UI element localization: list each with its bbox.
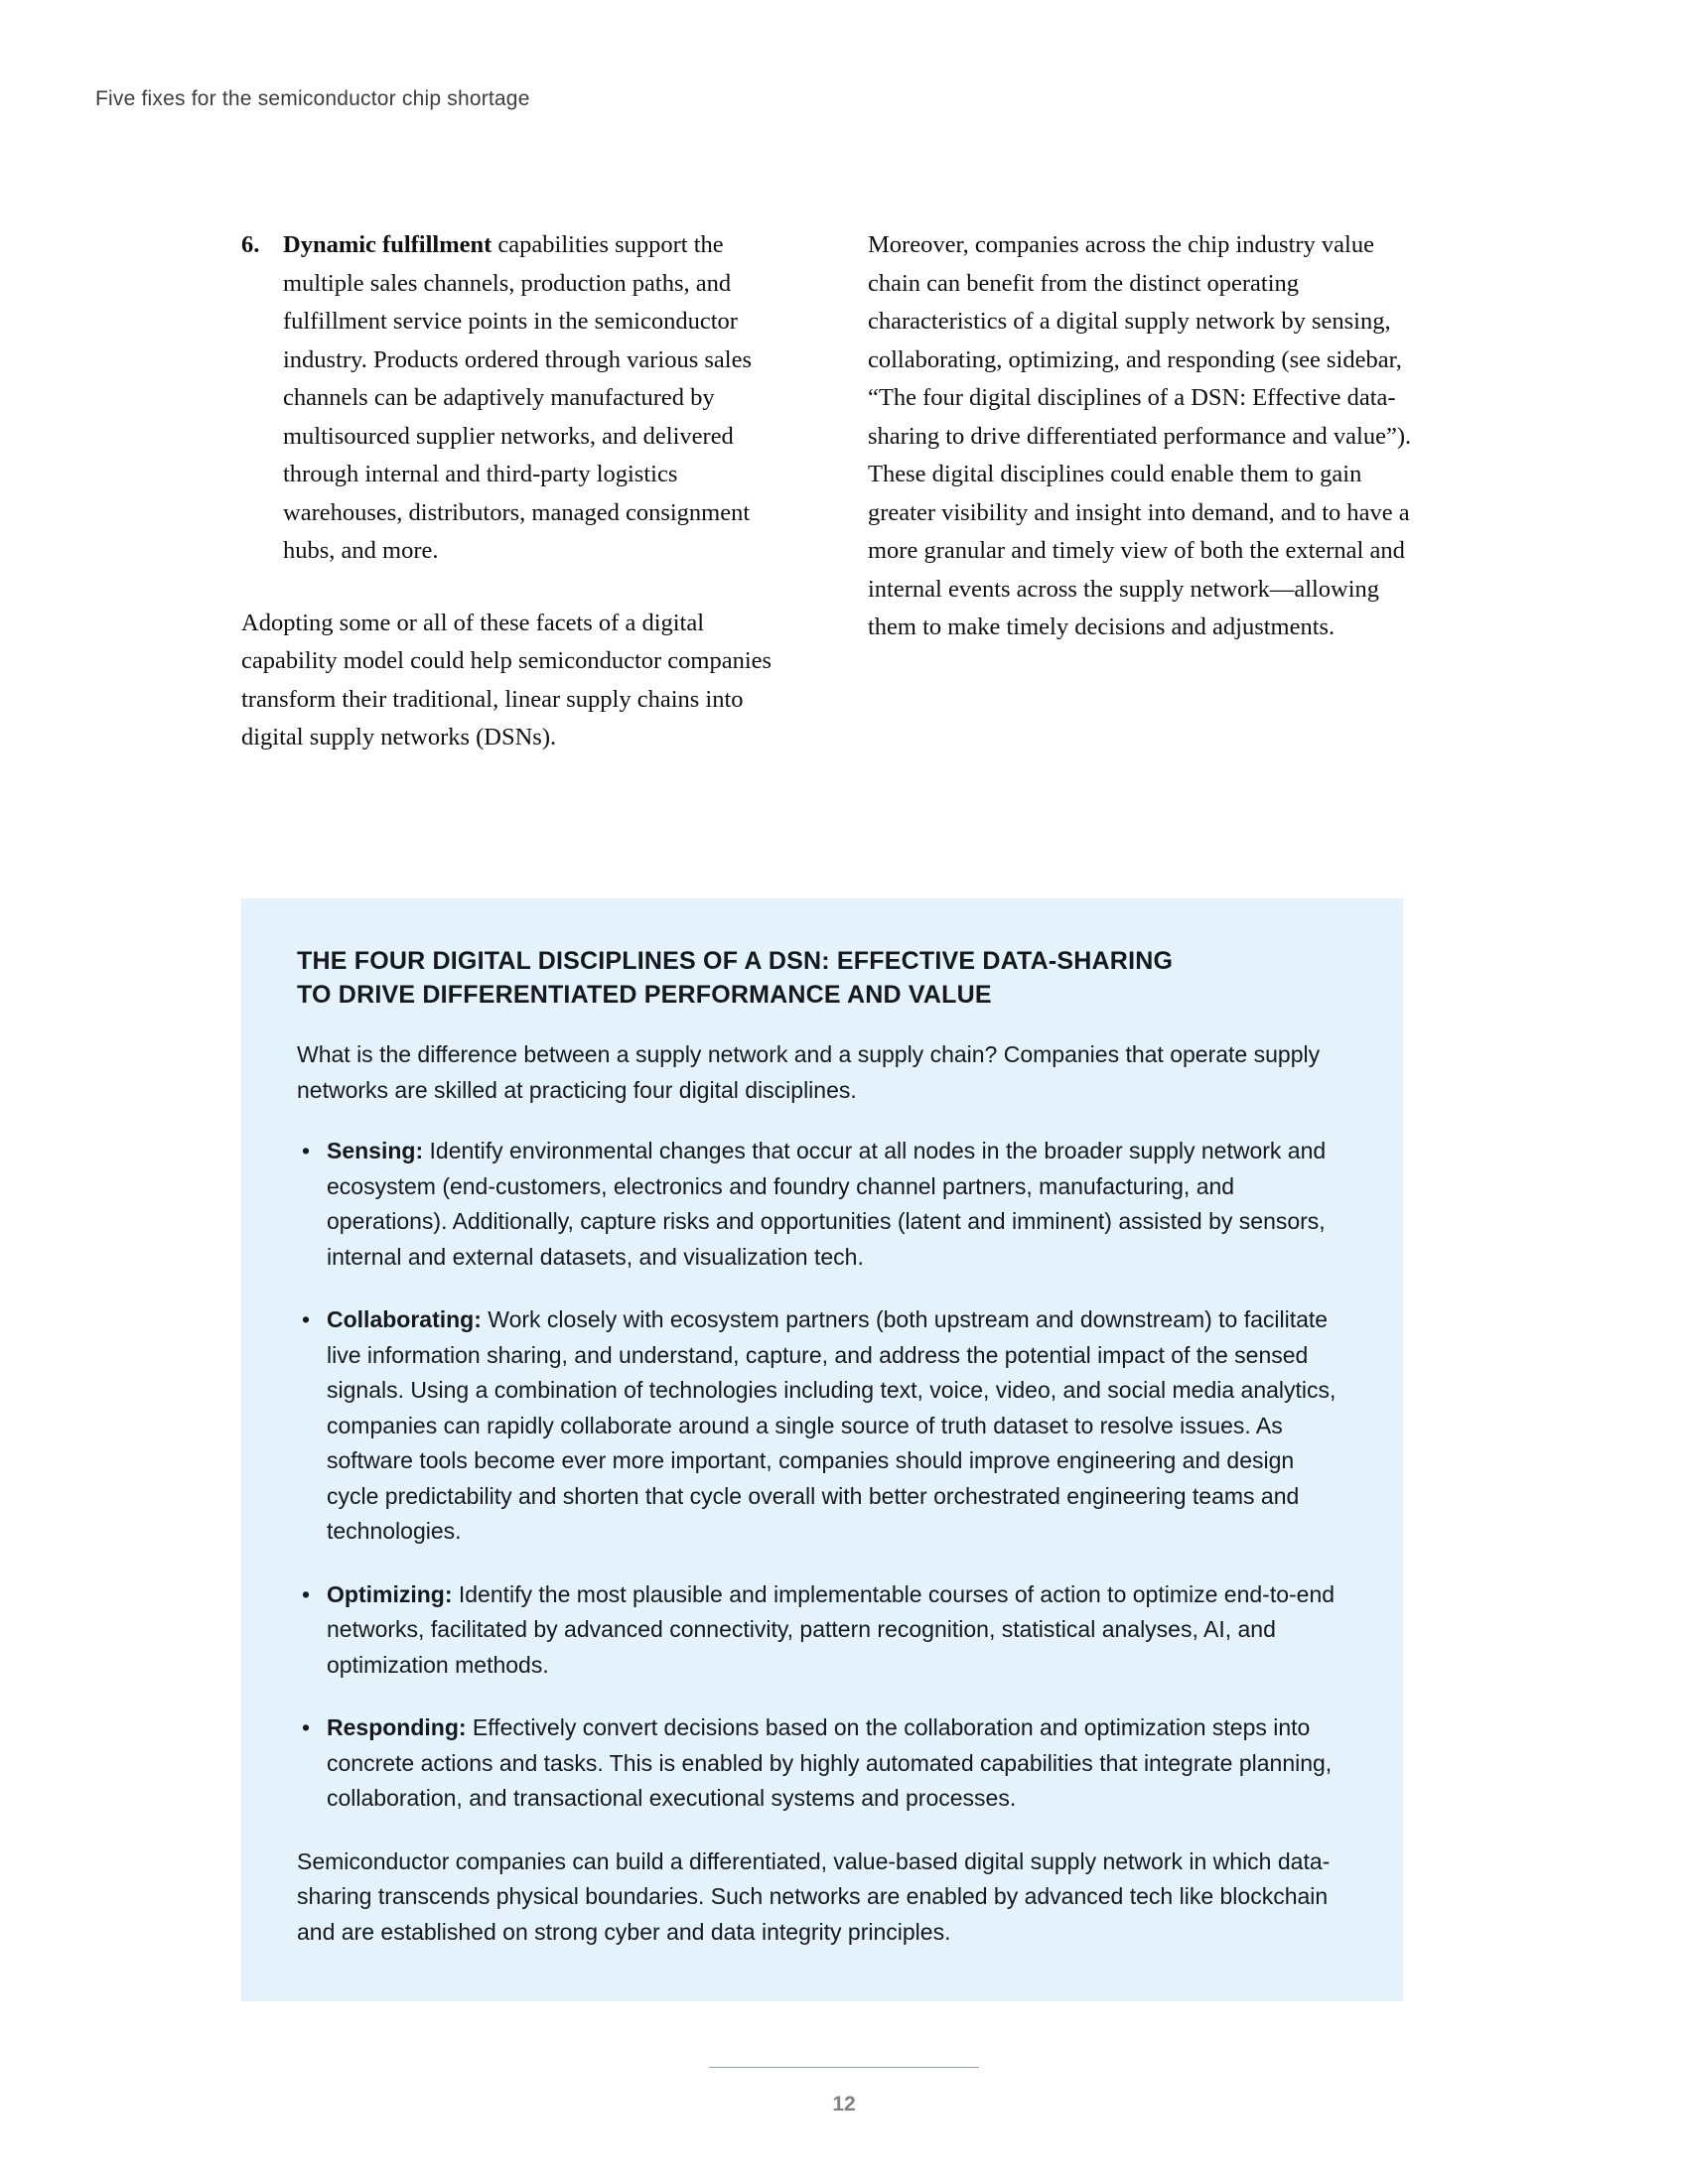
bullet-label: Collaborating: bbox=[327, 1306, 482, 1332]
bullet-dot-icon: • bbox=[302, 1714, 311, 1740]
bullet-dot-icon: • bbox=[302, 1580, 311, 1607]
bullet-text: Effectively convert decisions based on the collaboration and optimization steps into concrete actions and tasks. This is enabled by highly automated capabilities that integrate planning, collaboration, and transactional executional systems and processes. bbox=[327, 1714, 1333, 1811]
sidebar-bullet-list bbox=[297, 1134, 1347, 1817]
sidebar-callout bbox=[241, 898, 1403, 2001]
list-item bbox=[297, 1302, 1347, 1550]
bullet-text: Identify the most plausible and implementable courses of action to optimize end-to-end networks, facilitated by advanced connectivity, pattern recognition, statistical analyses, AI, and optimization methods. bbox=[327, 1580, 1336, 1678]
numbered-item-6 bbox=[241, 226, 790, 571]
left-column bbox=[241, 226, 790, 757]
two-column-body bbox=[241, 226, 1418, 757]
bullet-dot-icon: • bbox=[302, 1306, 311, 1332]
list-item bbox=[297, 1577, 1347, 1684]
left-paragraph-2: Adopting some or all of these facets of a digital capability model could help semiconductor companies transform their traditional, linear supply chains into digital supply networks (DSNs). bbox=[241, 609, 773, 751]
sidebar-title-line-2: TO DRIVE DIFFERENTIATED PERFORMANCE AND VALUE bbox=[297, 981, 992, 1009]
sidebar-title bbox=[297, 944, 1347, 1012]
sidebar-intro: What is the difference between a supply network and a supply chain? Companies that operate supply networks are skilled at practicing four digital disciplines. bbox=[297, 1041, 1321, 1103]
list-number: 6. bbox=[241, 231, 260, 258]
page-number: 12 bbox=[832, 2093, 856, 2116]
right-paragraph-1: Moreover, companies across the chip industry value chain can benefit from the distinct operating characteristics of a digital supply network by sensing, collaborating, optimizing, and responding (see sidebar, “The four digital disciplines of a DSN: Effective data-sharing to drive differentiated performance and value”). These digital disciplines could enable them to gain greater visibility and insight into demand, and to have a more granular and timely view of both the external and internal events across the supply network—allowing them to make timely decisions and adjustments. bbox=[868, 231, 1412, 640]
list-item bbox=[297, 1134, 1347, 1275]
footer-divider bbox=[709, 2067, 979, 2068]
list-item bbox=[297, 1710, 1347, 1817]
right-column bbox=[868, 226, 1417, 757]
bullet-text: Work closely with ecosystem partners (both upstream and downstream) to facilitate live information sharing, and understand, capture, and address the potential impact of the sensed signals. Using a combination of technologies including text, voice, video, and social media analytics, companies can rapidly collaborate around a single source of truth dataset to resolve issues. As software tools become ever more important, companies should improve engineering and design cycle predictability and shorten that cycle overall with better orchestrated engineering teams and technologies. bbox=[327, 1306, 1336, 1544]
sidebar-closing-paragraph: Semiconductor companies can build a differentiated, value-based digital supply network in which data-sharing transcends physical boundaries. Such networks are enabled by advanced tech like blockchain and are established on strong cyber and data integrity principles. bbox=[297, 1847, 1331, 1945]
running-header: Five fixes for the semiconductor chip shortage bbox=[95, 87, 530, 110]
bullet-label: Optimizing: bbox=[327, 1580, 453, 1607]
item-lead-term: Dynamic fulfillment bbox=[283, 231, 492, 258]
bullet-dot-icon: • bbox=[302, 1138, 311, 1163]
bullet-text: Identify environmental changes that occur at all nodes in the broader supply network and ecosystem (end-customers, electronics and foundry channel partners, manufacturing, and operations). Additionally, capture risks and opportunities (latent and imminent) assisted by sensors, internal and external datasets, and visualization tech. bbox=[327, 1138, 1327, 1270]
bullet-label: Responding: bbox=[327, 1714, 467, 1740]
item-body-text: capabilities support the multiple sales channels, production paths, and fulfillment service points in the semiconductor industry. Products ordered through various sales channels can be adaptively manufactured by multisourced supplier networks, and delivered through internal and third-party logistics warehouses, distributors, managed consignment hubs, and more. bbox=[283, 231, 752, 564]
sidebar-title-line-1: THE FOUR DIGITAL DISCIPLINES OF A DSN: EFFECTIVE DATA-SHARING bbox=[297, 947, 1174, 975]
bullet-label: Sensing: bbox=[327, 1138, 424, 1163]
